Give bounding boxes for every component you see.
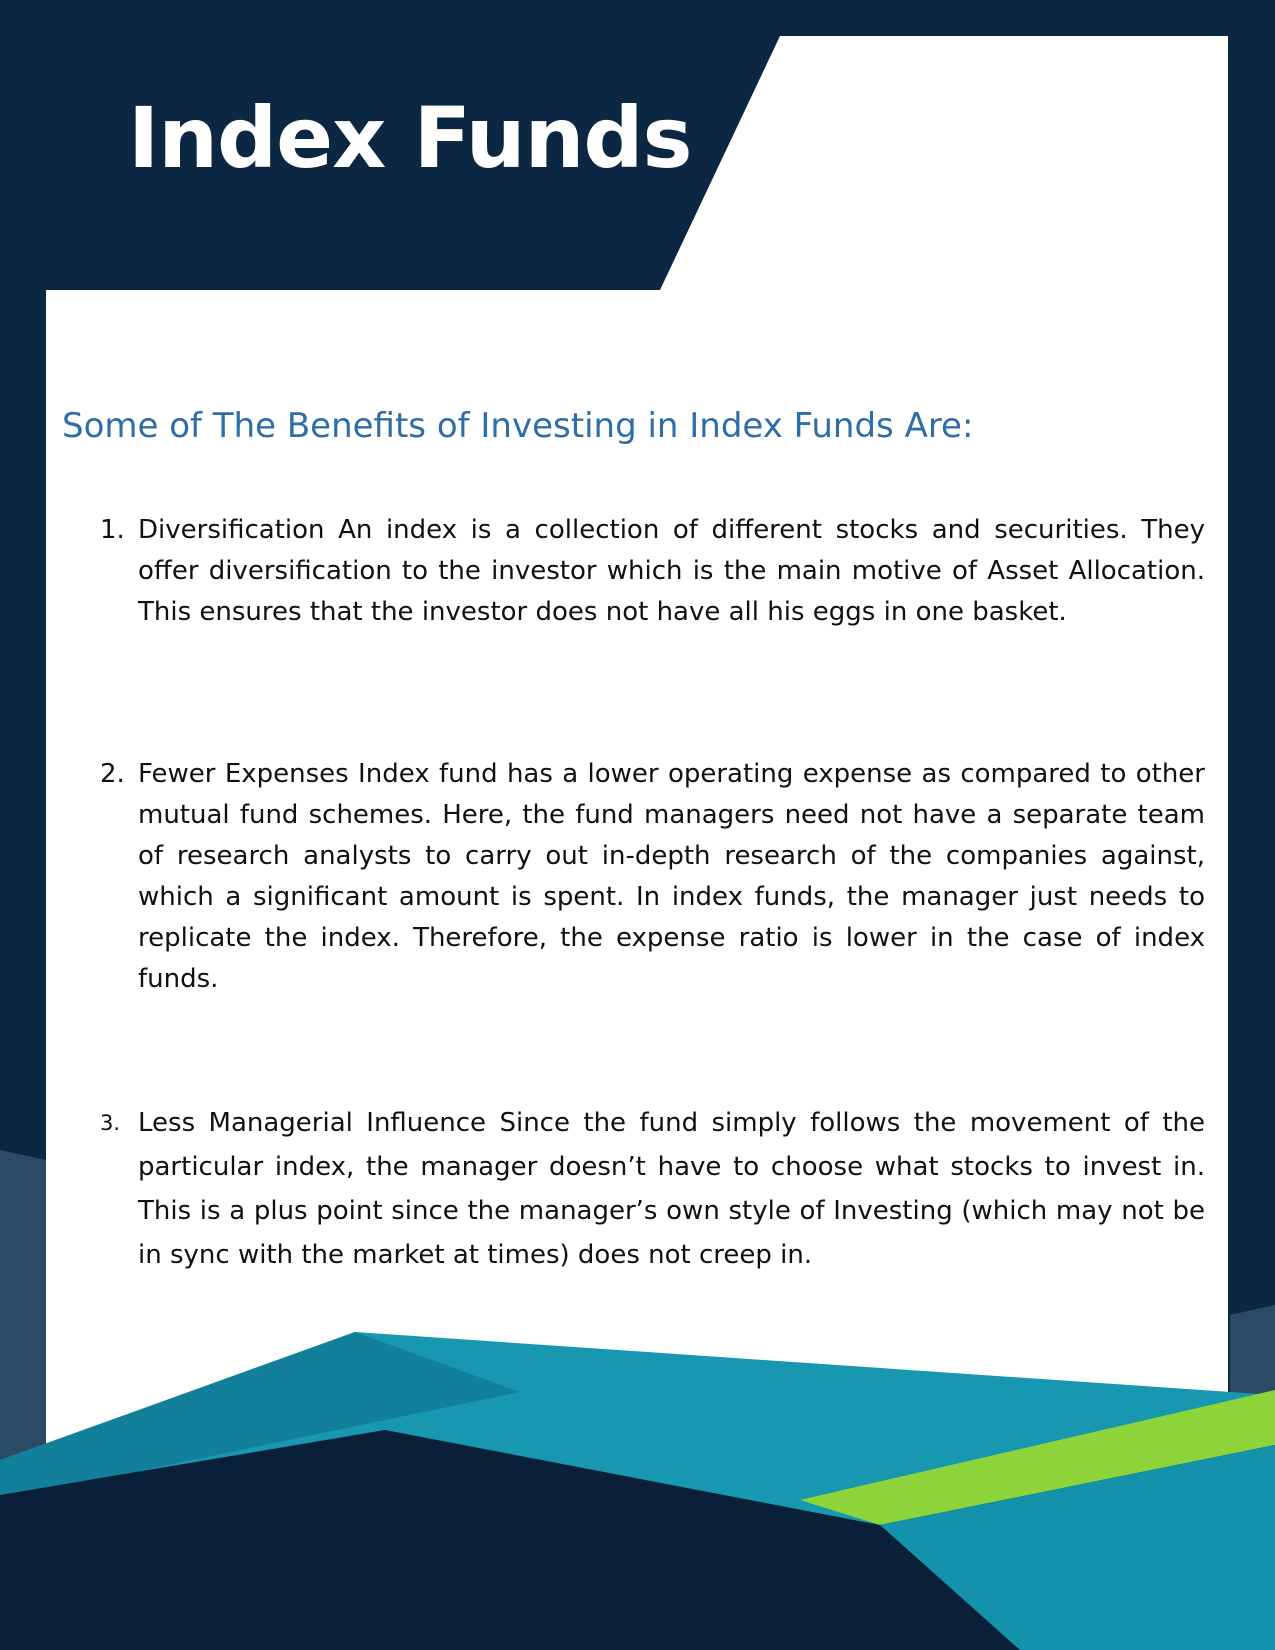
benefit-number: 1.: [100, 515, 125, 545]
page-title: Index Funds: [128, 89, 692, 187]
benefits-heading: Some of The Benefits of Investing in Index Funds Are:: [62, 406, 974, 446]
benefit-number: 2.: [100, 759, 125, 789]
benefit-item-2: [100, 754, 1205, 1000]
benefit-number: 3.: [100, 1111, 121, 1135]
left-slate-band: [0, 1150, 46, 1460]
benefit-text: Fewer Expenses Index fund has a lower operating expense as compared to other mutual fund schemes. Here, the fund managers need not have a separate team of research analysts to carry out in-depth research of the companies against, which a significant amount is spent. In index funds, the manager just needs to replicate the index. Therefore, the expense ratio is lower in the case of index funds.: [138, 759, 1205, 994]
benefit-item-1: [100, 510, 1205, 633]
benefit-text: Diversification An index is a collection of different stocks and securities. They offer diversification to the investor which is the main motive of Asset Allocation. This ensures that the investor does not have all his eggs in one basket.: [138, 515, 1205, 627]
benefit-item-3: [100, 1101, 1205, 1277]
benefit-text: Less Managerial Influence Since the fund simply follows the movement of the particular index, the manager doesn’t have to choose what stocks to invest in. This is a plus point since the manager’s own style of Investing (which may not be in sync with the market at times) does not creep in.: [138, 1108, 1205, 1270]
